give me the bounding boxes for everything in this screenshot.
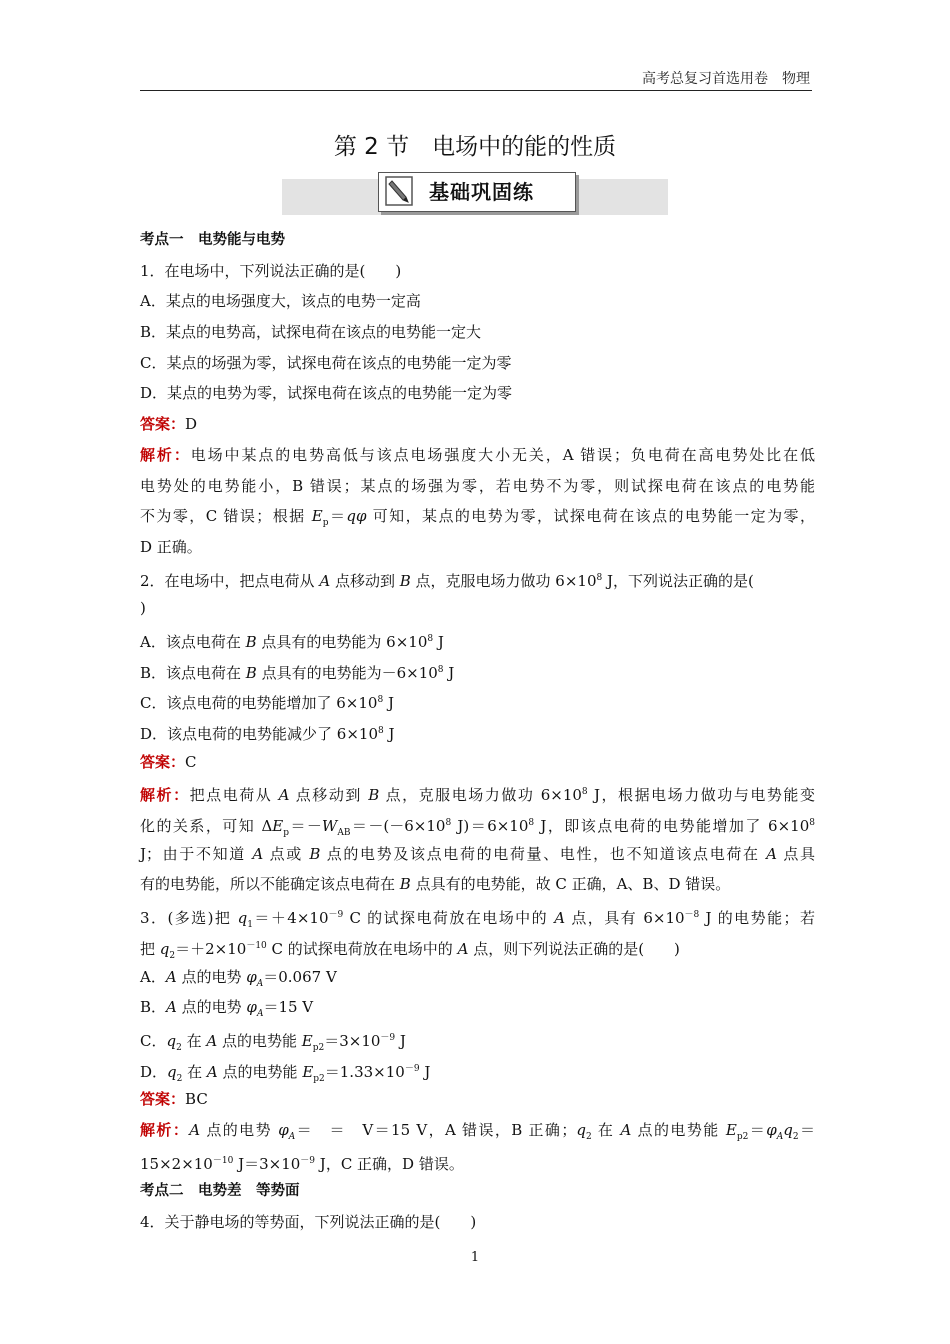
exp-8: 8 [596, 572, 603, 583]
sub-2: 2 [169, 950, 176, 961]
q2-an-11: 点或 [263, 844, 310, 863]
sym-q: q [159, 939, 170, 958]
q3-d-4: ＝1.33×10 [324, 1062, 405, 1081]
page-header [140, 68, 812, 91]
sub-p: p [283, 828, 289, 839]
q3-c-4: ＝3×10 [324, 1031, 381, 1050]
sym-A: A [554, 909, 566, 928]
q3-answer-value: BC [185, 1090, 208, 1109]
exp-8: 8 [427, 633, 434, 644]
sym-B: B [368, 786, 380, 805]
section-heading-2: 考点二 电势差 等势面 [140, 1183, 300, 1200]
formula-E: E [311, 507, 323, 526]
q3-answer [140, 1084, 815, 1115]
q1-option-b: B．某点的电势高，试探电荷在该点的电势能一定大 [140, 323, 482, 342]
sub-A: A [776, 1131, 784, 1142]
q1-analysis-text-3: 可知，某点的电势为零，试探电荷在该点的电势能一定为零， [372, 507, 815, 526]
sym-q: q [166, 1031, 177, 1050]
page-title: 第 2 节 电场中的能的性质 [333, 134, 617, 160]
exp-m9: －9 [404, 1063, 420, 1074]
q1-stem: 1．在电场中，下列说法正确的是( ) [140, 261, 402, 280]
q2-stem-text-1: 2．在电场中，把点电荷从 [140, 571, 320, 590]
sub-A: A [288, 1131, 296, 1142]
q3-d-2: 在 [182, 1062, 207, 1081]
q3-b-1: B． [140, 998, 167, 1017]
q3-st-6: 把 [140, 939, 160, 958]
q3-stem-line-1 [140, 900, 815, 931]
q3-option-a [140, 962, 815, 993]
exp-m8: －8 [684, 910, 700, 921]
sub-A: A [256, 978, 264, 989]
analysis-label: 解析： [140, 786, 190, 805]
sub-p2: p2 [313, 1073, 325, 1084]
sym-A: A [620, 1120, 632, 1139]
q2-an-15: 点具有的电势能，故 C 正确，A、B、D 错误。 [410, 875, 731, 894]
sym-B: B [245, 663, 257, 682]
sym-W: W [321, 817, 338, 836]
q2-option-b: B．该点电荷在 B 点具有的电势能为$-6\times 10^8$ J [140, 663, 455, 682]
q2-stem-text-4: J，下列说法正确的是( [602, 571, 754, 590]
q3-c-3: 点的电势能 [217, 1031, 302, 1050]
section-heading-1: 考点一 电势能与电势 [140, 232, 285, 248]
q3-st-9: 点，则下列说法正确的是( ) [468, 939, 680, 958]
q3-st-1: 3．(多选)把 [140, 909, 238, 928]
q2-an-13: 点具 [776, 844, 815, 863]
q1-option-d: D．某点的电势为零，试探电荷在该点的电势能一定为零 [140, 384, 513, 403]
q3-st-7: ＝＋2×10 [175, 939, 247, 958]
sym-A: A [206, 1062, 218, 1081]
q2-option-c: C．该点电荷的电势能增加了 $6\times 10^8$ J [140, 694, 394, 713]
q4-stem: 4．关于静电场的等势面，下列说法正确的是( ) [140, 1213, 477, 1231]
sym-q: q [783, 1120, 793, 1139]
sym-E: E [302, 1062, 314, 1081]
q1-analysis-line-3: 不为零，C 错误；根据 $E_p=q\varphi$ 可知，某点的电势为零，试探电荷在该点的电势能一定为零， [140, 507, 815, 529]
q2-analysis-line-3 [140, 839, 815, 870]
answer-label: 答案： [140, 752, 186, 771]
sym-A: A [166, 998, 177, 1017]
q2-analysis-line-4 [140, 869, 815, 900]
q3-an-8: J＝3×10 [233, 1154, 301, 1173]
q3-a-1: A． [140, 967, 166, 986]
formula-sub-p: p [322, 518, 329, 529]
q3-a-2: 点的电势 [176, 967, 247, 986]
q2-a-text-1: A．该点电荷在 [140, 632, 246, 651]
exp-8: 8 [377, 695, 384, 706]
q3-c-5: J [395, 1031, 406, 1050]
q3-an-3: 在 [591, 1120, 621, 1139]
exp-8: 8 [528, 818, 535, 829]
exp-8: 8 [437, 664, 444, 675]
answer-label: 答案： [140, 415, 186, 434]
q3-st-8: C 的试探电荷放在电场中的 [266, 939, 458, 958]
q2-d-text: D．该点电荷的电势能减少了 6×10 [140, 725, 378, 743]
sym-A: A [278, 786, 290, 805]
sym-B: B [399, 571, 411, 590]
sym-A: A [319, 571, 331, 590]
exp-8: 8 [445, 818, 452, 829]
sym-B: B [245, 632, 257, 651]
exp-m9: －9 [328, 910, 344, 921]
exp-m9: －9 [380, 1032, 396, 1043]
sub-2: 2 [792, 1131, 799, 1142]
q3-b-2: 点的电势 [176, 998, 247, 1017]
q2-analysis-line-1 [140, 777, 815, 808]
q2-option-a: A．该点电荷在 B 点具有的电势能为 $6\times 10^8$ J [140, 632, 444, 651]
sym-phi: φ [766, 1120, 777, 1139]
q3-a-3: ＝0.067 V [263, 967, 337, 986]
q3-c-2: 在 [181, 1031, 207, 1050]
sym-q: q [576, 1120, 586, 1139]
q1-analysis-line-2: 电势处的电势能小，B 错误；某点的场强为零，若电势不为零，则试探电荷在该点的电势能 [140, 476, 815, 495]
analysis-label: 解析： [140, 1120, 190, 1139]
sym-A: A [457, 939, 469, 958]
question-content [140, 225, 815, 1238]
q3-d-1: D． [140, 1062, 168, 1081]
q2-stem-line-1 [140, 563, 815, 594]
q2-stem-text-2: 点移动到 [330, 571, 400, 590]
banner-label: 基础巩固练 [429, 180, 534, 204]
sym-B: B [309, 844, 321, 863]
q3-an-9: J，C 正确，D 错误。 [315, 1154, 464, 1173]
q2-an-10: J；由于不知道 [140, 844, 253, 863]
q2-c-text: C．该点电荷的电势能增加了 6×10 [140, 694, 378, 713]
sym-phi: φ [246, 967, 257, 986]
sym-E: E [725, 1120, 737, 1139]
q2-an-6: ＝－ [289, 817, 322, 836]
exp-m9: －9 [300, 1155, 316, 1166]
sub-AB: AB [337, 828, 351, 839]
q3-st-3: C 的试探电荷放在电场中的 [343, 909, 555, 928]
q3-analysis-line-1 [140, 1115, 815, 1146]
section-banner [282, 179, 668, 215]
sym-A: A [252, 844, 264, 863]
sym-A: A [766, 844, 777, 863]
sym-B: B [399, 875, 411, 894]
sub-p2: p2 [736, 1131, 749, 1142]
q2-analysis-line-2 [140, 808, 815, 839]
q2-b-text-2: 点具有的电势能为－6×10 [256, 663, 438, 682]
page-number: 1 [470, 1250, 480, 1265]
q1-answer [140, 409, 815, 440]
analysis-label: 解析： [140, 445, 191, 464]
q3-option-d [140, 1054, 815, 1085]
sub-p2: p2 [312, 1042, 325, 1053]
q3-b-3: ＝15 V [263, 998, 314, 1017]
header-text: 高考总复习首选用卷 物理 [642, 71, 810, 87]
q2-a-text-2: 点具有的电势能为 6×10 [256, 632, 428, 651]
q2-an-14: 有的电势能，所以不能确定该点电荷在 [140, 875, 400, 894]
q2-an-9: J，即该点电荷的电势能增加了 6×10 [534, 817, 810, 836]
q2-b-text-1: B．该点电荷在 [140, 663, 246, 682]
q3-d-3: 点的电势能 [217, 1062, 303, 1081]
q2-an-5: 化的关系，可知 Δ [140, 817, 273, 836]
q2-answer-value: C [185, 752, 197, 771]
q2-answer [140, 747, 815, 778]
q3-an-1: 点的电势 [200, 1120, 279, 1139]
sub-2: 2 [176, 1042, 182, 1053]
exp-8: 8 [809, 818, 815, 829]
q1-answer-value: D [185, 415, 198, 434]
q2-an-1: 把点电荷从 [189, 786, 279, 805]
pencil-icon [385, 176, 413, 206]
banner-box [378, 172, 576, 212]
q2-stem-line-2: ) [140, 599, 146, 618]
sym-E: E [272, 817, 284, 836]
q1-option-a: A．某点的电场强度大，该点的电势一定高 [140, 292, 421, 311]
q2-option-d: D．该点电荷的电势能减少了 $6\times 10^8$ J [140, 725, 395, 743]
exp-m10: －10 [246, 940, 267, 951]
q3-stem-line-2 [140, 931, 815, 962]
q1-analysis-line-1 [140, 440, 815, 471]
q3-option-c [140, 1023, 815, 1054]
sub-1: 1 [247, 920, 253, 931]
formula-qphi: qφ [346, 507, 367, 526]
q1-analysis-line-4: D 正确。 [140, 537, 202, 556]
exp-8: 8 [581, 787, 588, 798]
q3-an-5: ＝ [748, 1120, 767, 1139]
sym-E: E [301, 1031, 313, 1050]
q2-an-8: J)＝6×10 [451, 817, 529, 836]
q3-st-5: J 的电势能；若 [699, 909, 815, 928]
q1-analysis-mid: 不为零，C 错误；根据 [140, 507, 312, 526]
exp-8: 8 [378, 726, 384, 736]
q3-st-4: 点，具有 6×10 [565, 909, 685, 928]
sub-2: 2 [176, 1073, 183, 1084]
sym-q: q [237, 909, 248, 928]
q3-an-4: 点的电势能 [631, 1120, 726, 1139]
sub-2: 2 [585, 1131, 592, 1142]
q3-st-2: ＝＋4×10 [252, 909, 329, 928]
sub-A: A [256, 1009, 264, 1020]
sym-phi: φ [278, 1120, 289, 1139]
sym-phi: φ [246, 998, 257, 1017]
q3-an-6: ＝ [798, 1120, 815, 1139]
q3-d-5: J [419, 1062, 431, 1081]
q3-c-1: C． [140, 1031, 167, 1050]
q2-an-7: ＝－(－6×10 [350, 817, 446, 836]
q1-analysis-text-1: 电场中某点的电势高低与该点电场强度大小无关，A 错误；负电荷在高电势处比在低 [190, 445, 815, 464]
q2-an-2: 点移动到 [289, 786, 369, 805]
q1-option-c: C．某点的场强为零，试探电荷在该点的电势能一定为零 [140, 353, 512, 372]
q3-option-b [140, 992, 815, 1023]
q3-an-7: 15×2×10 [140, 1154, 213, 1173]
q3-analysis-line-2 [140, 1146, 815, 1177]
sym-A: A [165, 967, 177, 986]
q2-stem-text-3: 点，克服电场力做功 6×10 [410, 571, 597, 590]
q2-an-4: J，根据电场力做功与电势能变 [587, 786, 815, 805]
q2-an-3: 点，克服电场力做功 6×10 [379, 786, 582, 805]
answer-label: 答案： [140, 1090, 186, 1109]
sym-q: q [167, 1062, 177, 1081]
q3-an-2: ＝ ＝ V＝15 V，A 错误，B 正确； [295, 1120, 577, 1139]
q2-an-12: 点的电势及该点电荷的电荷量、电性，也不知道该点电荷在 [320, 844, 767, 863]
sym-A: A [189, 1120, 201, 1139]
sym-A: A [206, 1031, 218, 1050]
exp-m10: －10 [212, 1155, 234, 1166]
